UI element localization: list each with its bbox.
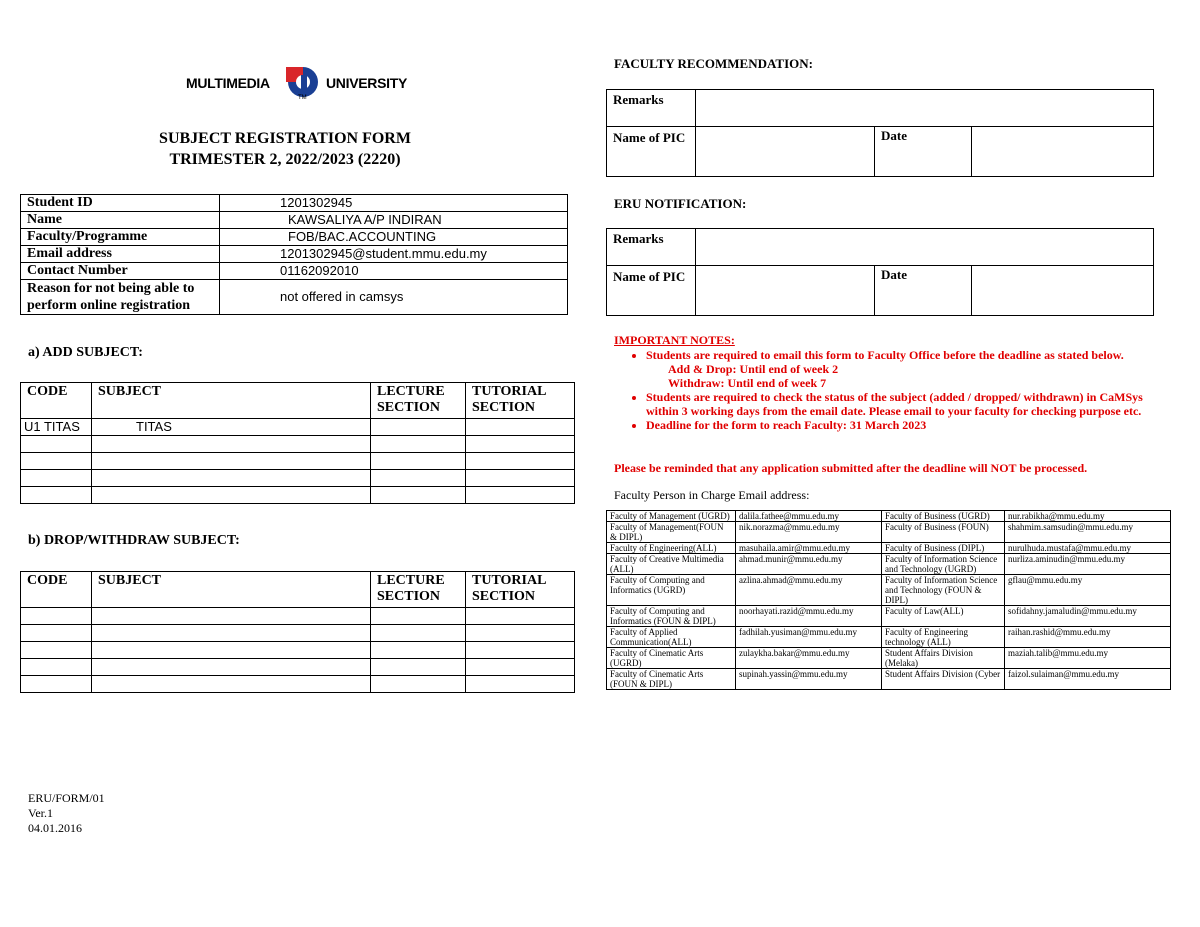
email-cell[interactable]: noorhayati.razid@mmu.edu.my <box>736 606 882 627</box>
email-cell[interactable]: nur.rabikha@mmu.edu.my <box>1005 511 1171 522</box>
form-subtitle: TRIMESTER 2, 2022/2023 (2220) <box>169 151 401 168</box>
code-header: CODE <box>21 572 92 608</box>
note-item: • Students are required to check the status of the subject (added / dropped/ withdrawn) in CaMSys within 3 working days from the email date. Please email to your faculty for checking purpose etc. <box>646 390 1154 418</box>
code-cell[interactable] <box>21 436 92 453</box>
email-field[interactable]: 1201302945@student.mmu.edu.my <box>220 246 568 263</box>
table-header-row <box>21 572 575 608</box>
table-row <box>21 419 575 436</box>
lecture-cell[interactable] <box>371 419 466 436</box>
eru-notification-table <box>606 228 1154 316</box>
email-cell[interactable]: raihan.rashid@mmu.edu.my <box>1005 627 1171 648</box>
table-row <box>21 453 575 470</box>
subject-cell[interactable]: TITAS <box>92 419 371 436</box>
lecture-cell[interactable] <box>371 659 466 676</box>
student-info-table <box>20 194 568 315</box>
note-item: • Deadline for the form to reach Faculty: 31 March 2023 <box>646 418 1154 432</box>
name-label: Name <box>21 212 220 229</box>
subject-cell[interactable] <box>92 470 371 487</box>
reason-field[interactable]: not offered in camsys <box>220 280 568 315</box>
table-row <box>607 648 1171 669</box>
add-subject-heading: a) ADD SUBJECT: <box>28 345 143 360</box>
email-cell[interactable]: zulaykha.bakar@mmu.edu.my <box>736 648 882 669</box>
important-notes <box>614 333 1154 432</box>
faculty-email-table <box>606 510 1171 690</box>
pic-row <box>607 266 1154 316</box>
notes-heading: IMPORTANT NOTES: <box>614 333 735 347</box>
lecture-cell[interactable] <box>371 625 466 642</box>
reminder-text: Please be reminded that any application submitted after the deadline will NOT be processed. <box>614 461 1088 475</box>
faculty-cell: Faculty of Computing and Informatics (UGRD) <box>607 575 736 606</box>
subject-header: SUBJECT <box>92 572 371 608</box>
faculty-cell: Student Affairs Division (Cyber <box>882 669 1005 690</box>
email-cell[interactable]: azlina.ahmad@mmu.edu.my <box>736 575 882 606</box>
drop-subject-heading: b) DROP/WITHDRAW SUBJECT: <box>28 533 240 548</box>
faculty-cell: Faculty of Computing and Informatics (FOUN & DIPL) <box>607 606 736 627</box>
tutorial-section-header: TUTORIAL SECTION <box>466 572 575 608</box>
email-cell[interactable]: masuhaila.amir@mmu.edu.my <box>736 543 882 554</box>
faculty-cell: Faculty of Engineering(ALL) <box>607 543 736 554</box>
email-cell[interactable]: gflau@mmu.edu.my <box>1005 575 1171 606</box>
table-row <box>21 436 575 453</box>
university-logo <box>180 62 410 106</box>
table-row <box>21 676 575 693</box>
faculty-cell: Faculty of Management(FOUN & DIPL) <box>607 522 736 543</box>
email-cell[interactable]: ahmad.munir@mmu.edu.my <box>736 554 882 575</box>
email-cell[interactable]: nurulhuda.mustafa@mmu.edu.my <box>1005 543 1171 554</box>
tutorial-cell[interactable] <box>466 608 575 625</box>
name-field[interactable]: KAWSALIYA A/P INDIRAN <box>220 212 568 229</box>
email-heading: Faculty Person in Charge Email address: <box>614 488 810 502</box>
code-cell[interactable] <box>21 608 92 625</box>
email-cell[interactable]: fadhilah.yusiman@mmu.edu.my <box>736 627 882 648</box>
tutorial-section-header: TUTORIAL SECTION <box>466 383 575 419</box>
tutorial-cell[interactable] <box>466 625 575 642</box>
faculty-programme-label: Faculty/Programme <box>21 229 220 246</box>
table-row <box>21 487 575 504</box>
date-field[interactable] <box>972 266 1154 316</box>
contact-number-label: Contact Number <box>21 263 220 280</box>
faculty-cell: Faculty of Business (UGRD) <box>882 511 1005 522</box>
email-cell[interactable]: supinah.yassin@mmu.edu.my <box>736 669 882 690</box>
student-row <box>21 246 568 263</box>
tutorial-cell[interactable] <box>466 487 575 504</box>
table-row <box>607 627 1171 648</box>
remarks-field[interactable] <box>696 229 1154 266</box>
student-row <box>21 280 568 315</box>
table-row <box>607 554 1171 575</box>
email-cell[interactable]: shahmim.samsudin@mmu.edu.my <box>1005 522 1171 543</box>
subject-header: SUBJECT <box>92 383 371 419</box>
name-pic-label: Name of PIC <box>607 127 696 177</box>
table-row <box>21 625 575 642</box>
table-header-row <box>21 383 575 419</box>
table-row <box>21 642 575 659</box>
code-cell[interactable] <box>21 470 92 487</box>
remarks-label: Remarks <box>607 229 696 266</box>
tutorial-cell[interactable] <box>466 470 575 487</box>
table-row <box>607 511 1171 522</box>
email-cell[interactable]: nurliza.aminudin@mmu.edu.my <box>1005 554 1171 575</box>
code-cell[interactable] <box>21 487 92 504</box>
subject-cell[interactable] <box>92 676 371 693</box>
email-cell[interactable]: maziah.talib@mmu.edu.my <box>1005 648 1171 669</box>
faculty-programme-field[interactable]: FOB/BAC.ACCOUNTING <box>220 229 568 246</box>
form-title: SUBJECT REGISTRATION FORM <box>159 130 411 147</box>
faculty-cell: Faculty of Cinematic Arts (FOUN & DIPL) <box>607 669 736 690</box>
email-cell[interactable]: dalila.fathee@mmu.edu.my <box>736 511 882 522</box>
pic-row <box>607 127 1154 177</box>
table-row <box>607 522 1171 543</box>
email-cell[interactable]: faizol.sulaiman@mmu.edu.my <box>1005 669 1171 690</box>
email-label: Email address <box>21 246 220 263</box>
reason-label: Reason for not being able to perform online registration <box>21 280 220 315</box>
tutorial-cell[interactable] <box>466 676 575 693</box>
table-row <box>607 543 1171 554</box>
faculty-cell: Faculty of Business (FOUN) <box>882 522 1005 543</box>
faculty-cell: Faculty of Information Science and Technology (UGRD) <box>882 554 1005 575</box>
student-row <box>21 263 568 280</box>
logo-trademark: TM <box>298 95 307 101</box>
subject-cell[interactable] <box>92 659 371 676</box>
email-cell[interactable]: nik.norazma@mmu.edu.my <box>736 522 882 543</box>
tutorial-cell[interactable] <box>466 436 575 453</box>
code-header: CODE <box>21 383 92 419</box>
form-code: ERU/FORM/01 <box>28 791 105 805</box>
code-cell[interactable] <box>21 625 92 642</box>
name-pic-field[interactable] <box>696 266 875 316</box>
subject-cell[interactable] <box>92 608 371 625</box>
code-cell[interactable] <box>21 659 92 676</box>
table-row <box>21 659 575 676</box>
subject-cell[interactable] <box>92 436 371 453</box>
faculty-cell: Faculty of Management (UGRD) <box>607 511 736 522</box>
lecture-cell[interactable] <box>371 436 466 453</box>
name-pic-field[interactable] <box>696 127 875 177</box>
subject-cell[interactable] <box>92 642 371 659</box>
table-row <box>21 470 575 487</box>
remarks-label: Remarks <box>607 90 696 127</box>
faculty-cell: Faculty of Creative Multimedia (ALL) <box>607 554 736 575</box>
table-row <box>607 575 1171 606</box>
lecture-section-header: LECTURE SECTION <box>371 383 466 419</box>
note-add-drop: Add & Drop: Until end of week 2 <box>668 362 839 376</box>
notes-list <box>614 348 1154 362</box>
faculty-cell: Faculty of Information Science and Technology (FOUN & DIPL) <box>882 575 1005 606</box>
form-date: 04.01.2016 <box>28 821 82 835</box>
subject-cell[interactable] <box>92 453 371 470</box>
student-row <box>21 195 568 212</box>
lecture-cell[interactable] <box>371 470 466 487</box>
code-cell[interactable] <box>21 676 92 693</box>
lecture-cell[interactable] <box>371 487 466 504</box>
tutorial-cell[interactable] <box>466 419 575 436</box>
code-cell[interactable] <box>21 642 92 659</box>
subject-cell[interactable] <box>92 625 371 642</box>
table-row <box>21 608 575 625</box>
student-row <box>21 212 568 229</box>
lecture-section-header: LECTURE SECTION <box>371 572 466 608</box>
date-label: Date <box>875 127 972 177</box>
tutorial-cell[interactable] <box>466 642 575 659</box>
remarks-field[interactable] <box>696 90 1154 127</box>
code-cell[interactable]: U1 TITAS <box>21 419 92 436</box>
contact-number-field[interactable]: 01162092010 <box>220 263 568 280</box>
faculty-cell: Faculty of Business (DIPL) <box>882 543 1005 554</box>
date-field[interactable] <box>972 127 1154 177</box>
note-item: • Students are required to email this form to Faculty Office before the deadline as stated below. <box>646 348 1154 362</box>
logo-word-left: MULTIMEDIA <box>186 75 270 91</box>
lecture-cell[interactable] <box>371 608 466 625</box>
faculty-cell: Student Affairs Division (Melaka) <box>882 648 1005 669</box>
table-row <box>607 606 1171 627</box>
faculty-recommendation-heading: FACULTY RECOMMENDATION: <box>614 56 813 71</box>
logo-word-right: UNIVERSITY <box>326 75 408 91</box>
code-cell[interactable] <box>21 453 92 470</box>
add-subject-table <box>20 382 575 504</box>
remarks-row <box>607 229 1154 266</box>
lecture-cell[interactable] <box>371 642 466 659</box>
drop-subject-table <box>20 571 575 693</box>
student-row <box>21 229 568 246</box>
student-id-label: Student ID <box>21 195 220 212</box>
form-version: Ver.1 <box>28 806 53 820</box>
faculty-cell: Faculty of Engineering technology (ALL) <box>882 627 1005 648</box>
tutorial-cell[interactable] <box>466 659 575 676</box>
eru-notification-heading: ERU NOTIFICATION: <box>614 196 747 211</box>
faculty-cell: Faculty of Law(ALL) <box>882 606 1005 627</box>
subject-cell[interactable] <box>92 487 371 504</box>
email-cell[interactable]: sofidahny.jamaludin@mmu.edu.my <box>1005 606 1171 627</box>
note-withdraw: Withdraw: Until end of week 7 <box>668 376 827 390</box>
faculty-cell: Faculty of Applied Communication(ALL) <box>607 627 736 648</box>
student-id-field[interactable]: 1201302945 <box>220 195 568 212</box>
faculty-recommendation-table <box>606 89 1154 177</box>
tutorial-cell[interactable] <box>466 453 575 470</box>
name-pic-label: Name of PIC <box>607 266 696 316</box>
faculty-cell: Faculty of Cinematic Arts (UGRD) <box>607 648 736 669</box>
lecture-cell[interactable] <box>371 453 466 470</box>
notes-list <box>614 390 1154 432</box>
table-row <box>607 669 1171 690</box>
lecture-cell[interactable] <box>371 676 466 693</box>
remarks-row <box>607 90 1154 127</box>
date-label: Date <box>875 266 972 316</box>
